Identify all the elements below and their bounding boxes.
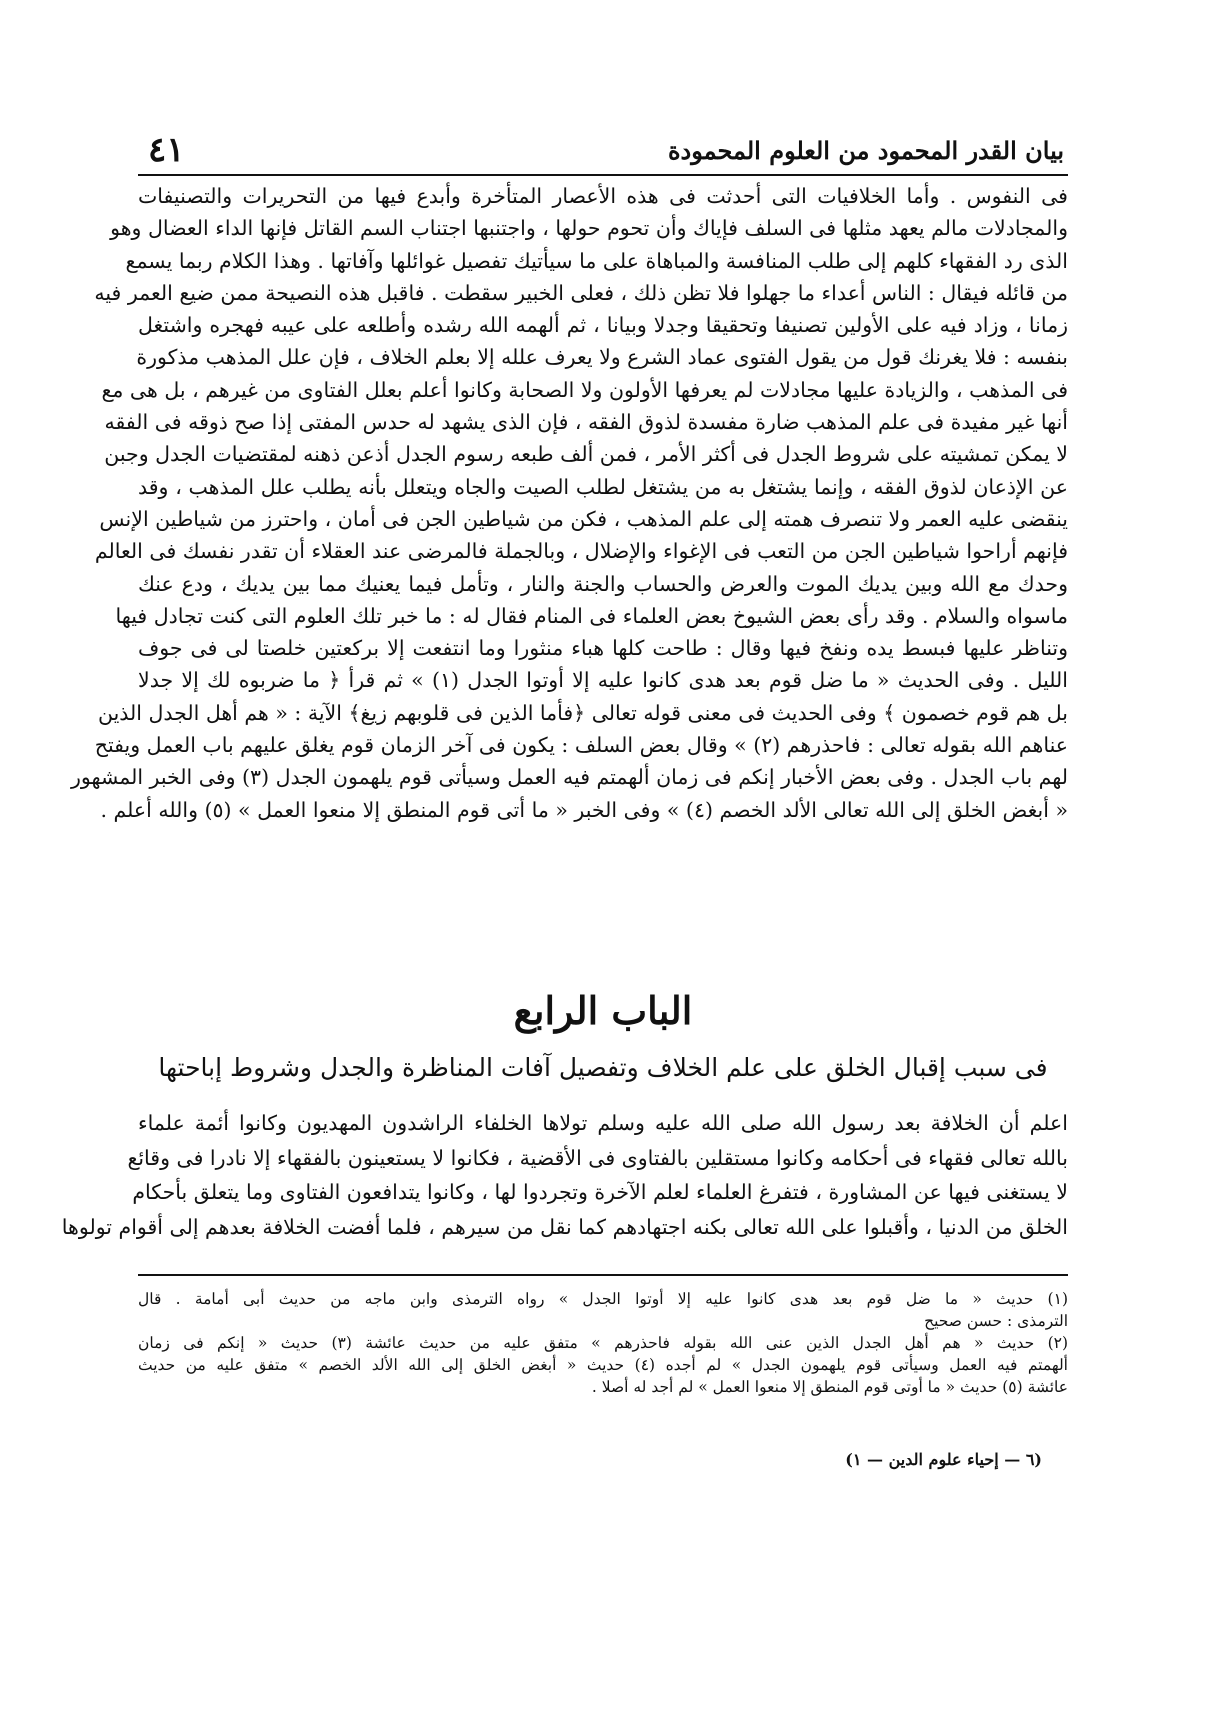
text-line: بل هم قوم خصمون ﴾ وفى الحديث فى معنى قوله تعالى ﴿فأما الذين فى قلوبهم زيغ﴾ الآية : « هم أهل الجدل الذين — [97, 700, 1068, 725]
chapter-line: بالله تعالى فقهاء فى أحكامه وكانوا مستقلين بالفتاوى فى الأقضية ، فكانوا لا يستعينون بالفقهاء إلا نادرا فى وقائع — [127, 1145, 1068, 1170]
text-line: زمانا ، وزاد فيه على الأولين تصنيفا وتحقيقا وجدلا وبيانا ، ثم ألهمه الله رشده وأطلعه على عيبه فهجره واشتغل — [138, 313, 1068, 338]
book-page — [61, 128, 1069, 1688]
text-line: من قائله فيقال : الناس أعداء ما جهلوا فلا تظن ذلك ، فعلى الخبير سقطت . فاقبل هذه النصيحة ممن ضيع العمر فيه — [94, 280, 1068, 305]
footnotes — [138, 1288, 1068, 1398]
text-line: فى المذهب ، والزيادة عليها مجادلات لم يعرفها الأولون ولا الصحابة وكانوا أعلم بعلل الفتاوى من غيرهم ، بل هى مع — [101, 377, 1068, 402]
running-title: بيان القدر المحمود من العلوم المحمودة — [667, 136, 1064, 165]
text-line: « أبغض الخلق إلى الله تعالى الألد الخصم (٤) » وفى الخبر « ما أتى قوم المنطق إلا منعوا العمل » (٥) والله أعلم . — [100, 797, 1068, 822]
text-line: وحدك مع الله وبين يديك الموت والعرض والحساب والجنة والنار ، وتأمل فيما يعنيك مما بين يديك ، ودع عنك — [138, 571, 1068, 596]
text-line: فى النفوس . وأما الخلافيات التى أحدثت فى هذه الأعصار المتأخرة وأبدع فيها من التحريرات والتصنيفات — [138, 184, 1068, 208]
text-line: عن الإذعان لذوق الفقه ، وإنما يشتغل به من يشتغل لطلب الصيت والجاه ويتعلل بأنه يطلب علل المذهب ، وقد — [138, 474, 1068, 499]
text-line: ينقضى عليه العمر ولا تنصرف همته إلى علم المذهب ، فكن من شياطين الجن فى أمان ، واحترز من شياطين الإنس — [99, 506, 1068, 531]
chapter-line: لا يستغنى فيها عن المشاورة ، فتفرغ العلماء لعلم الآخرة وتجردوا لها ، وكانوا يتدافعون الفتاوى وما يتعلق بأحكام — [132, 1180, 1068, 1204]
text-line: لهم باب الجدل . وفى بعض الأخبار إنكم فى زمان ألهمتم فيه العمل وسيأتى قوم يلهمون الجدل (٣) وفى الخبر المشهور — [71, 765, 1068, 790]
text-line: الذى رد الفقهاء كلهم إلى طلب المنافسة والمباهاة على ما سيأتيك تفصيل غوائلها وآفاتها . وهذا الكلام ربما يسمع — [125, 248, 1068, 273]
text-line: وتناظر عليها فبسط يده ونفخ فيها وقال : طاحت كلها هباء منثورا وما انتفعت إلا بركعتين خلصتا لى فى جوف — [138, 636, 1068, 661]
text-line: الليل . وفى الحديث « ما ضل قوم بعد هدى كانوا عليه إلا أوتوا الجدل (١) » ثم قرأ ﴿ ما ضربوه لك إلا جدلا — [138, 668, 1068, 693]
text-line: لا يمكن تمشيته على شروط الجدل فى أكثر الأمر ، فمن ألف طبعه رسوم الجدل أذعن ذهنه لمقتضيات الجدل وجبن — [104, 442, 1068, 467]
chapter-line: اعلم أن الخلافة بعد رسول الله صلى الله عليه وسلم تولاها الخلفاء الراشدون المهديون وكانوا أئمة علماء — [138, 1111, 1068, 1135]
main-text — [71, 180, 1068, 826]
page-number: ٤١ — [148, 130, 185, 170]
text-line: فإنهم أراحوا شياطين الجن من التعب فى الإغواء والإضلال ، وبالجملة فالمرضى عند العقلاء أن تقدر نفسك فى العالم — [94, 539, 1068, 564]
chapter-line: الخلق من الدنيا ، وأقبلوا على الله تعالى بكنه اجتهادهم كما نقل من سيرهم ، فلما أفضت الخلافة بعدهم إلى أقوام تولوها — [61, 1214, 1068, 1239]
text-line: بنفسه : فلا يغرنك قول من يقول الفتوى عماد الشرع ولا يعرف علله إلا بعلم الخلاف ، فإن علل المذهب مذكورة — [136, 345, 1068, 370]
text-line: ماسواه والسلام . وقد رأى بعض الشيوخ بعض العلماء فى المنام فقال له : ما خبر تلك العلوم التى كنت تجادل فيها — [115, 603, 1068, 628]
chapter-subtitle: فى سبب إقبال الخلق على علم الخلاف وتفصيل آفات المناظرة والجدل وشروط إباحتها — [158, 1053, 1048, 1082]
chapter-title: الباب الرابع — [513, 988, 693, 1033]
text-line: عناهم الله بقوله تعالى : فاحذرهم (٢) » وقال بعض السلف : يكون فى آخر الزمان قوم يغلق عليهم باب العمل ويفتح — [94, 733, 1068, 758]
page-header — [138, 128, 1068, 176]
text-line: والمجادلات مالم يعهد مثلها فى السلف فإياك وأن تحوم حولها ، واجتنبها اجتناب السم القاتل فإنها الداء العضال وهو — [110, 216, 1068, 241]
footnote-line: الترمذى : حسن صحيح — [924, 1312, 1068, 1330]
footnote-line: ألهمتم فيه العمل وسيأتى قوم يلهمون الجدل » لم أجده (٤) حديث « أبغض الخلق إلى الله الألد الخصم » متفق عليه من حديث — [138, 1356, 1068, 1374]
footnote-line: (١) حديث « ما ضل قوم بعد هدى كانوا عليه إلا أوتوا الجدل » رواه الترمذى وابن ماجه من حديث أبى أمامة . قال — [138, 1290, 1068, 1308]
footnote-separator — [138, 1274, 1068, 1276]
text-line: أنها غير مفيدة فى علم المذهب ضارة مفسدة لذوق الفقه ، فإن الذى يشهد له حدس المفتى إذا صح ذوقه فى الفقه — [104, 410, 1068, 435]
footnote-line: (٢) حديث « هم أهل الجدل الذين عنى الله بقوله فاحذرهم » متفق عليه من حديث عائشة (٣) حديث « إنكم فى زمان — [138, 1334, 1069, 1352]
footnote-line: عائشة (٥) حديث « ما أوتى قوم المنطق إلا منعوا العمل » لم أجد له أصلا . — [591, 1378, 1068, 1396]
signature-mark: (٦ — إحياء علوم الدين — ١) — [845, 1450, 1042, 1469]
chapter-text — [61, 1106, 1068, 1244]
